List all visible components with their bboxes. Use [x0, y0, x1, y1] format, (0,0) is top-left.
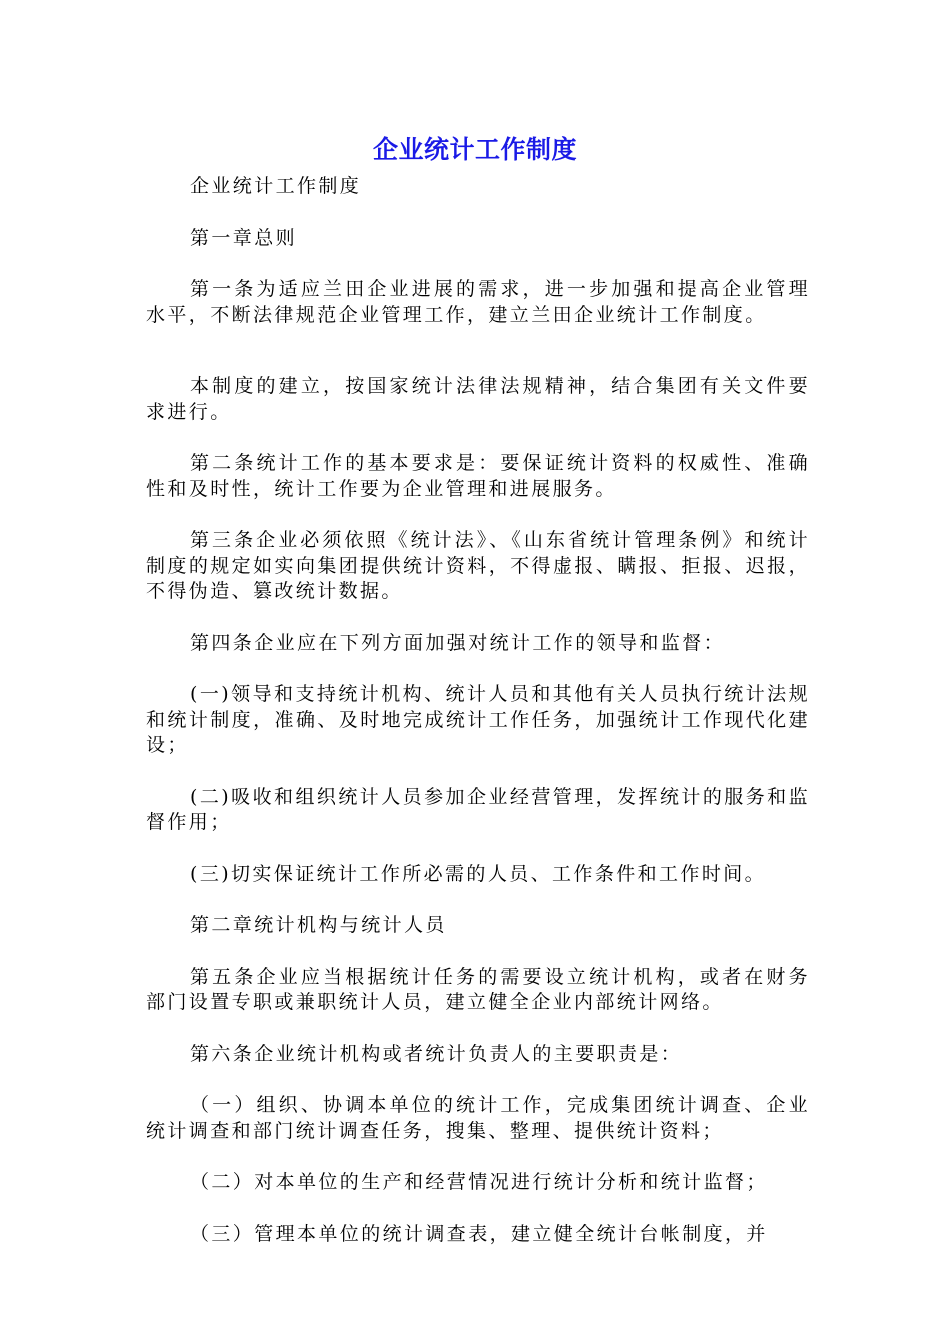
- article-2: 第二条统计工作的基本要求是：要保证统计资料的权威性、准确性和及时性，统计工作要为企业管理和进展服务。: [146, 452, 810, 500]
- chapter-1-heading: 第一章总则: [190, 226, 298, 249]
- document-body: [146, 174, 810, 1247]
- article-6-item-3: （三）管理本单位的统计调查表，建立健全统计台帐制度，并: [190, 1222, 768, 1245]
- paragraph-basis: 本制度的建立，按国家统计法律法规精神，结合集团有关文件要求进行。: [146, 375, 810, 423]
- article-3: 第三条企业必须依照《统计法》、《山东省统计管理条例》和统计制度的规定如实向集团提供统计资料，不得虚报、瞒报、拒报、迟报，不得伪造、篡改统计数据。: [146, 529, 810, 602]
- article-4-item-2: (二)吸收和组织统计人员参加企业经营管理，发挥统计的服务和监督作用；: [146, 785, 810, 833]
- article-6-item-1: （一）组织、协调本单位的统计工作，完成集团统计调查、企业统计调查和部门统计调查任务，搜集、整理、提供统计资料；: [146, 1094, 810, 1142]
- article-6-item-2: （二）对本单位的生产和经营情况进行统计分析和统计监督；: [190, 1171, 768, 1193]
- article-4: 第四条企业应在下列方面加强对统计工作的领导和监督：: [190, 631, 726, 654]
- article-5: 第五条企业应当根据统计任务的需要设立统计机构，或者在财务部门设置专职或兼职统计人员，建立健全企业内部统计网络。: [146, 965, 810, 1013]
- paragraph-subtitle: 企业统计工作制度: [190, 175, 362, 197]
- article-1: 第一条为适应兰田企业进展的需求，进一步加强和提高企业管理水平，不断法律规范企业管理工作，建立兰田企业统计工作制度。: [146, 278, 810, 326]
- article-4-item-1: (一)领导和支持统计机构、统计人员和其他有关人员执行统计法规和统计制度，准确、及时地完成统计工作任务，加强统计工作现代化建设；: [146, 683, 810, 756]
- document-title: 企业统计工作制度: [372, 135, 577, 164]
- article-6: 第六条企业统计机构或者统计负责人的主要职责是：: [190, 1042, 683, 1065]
- article-4-item-3: (三)切实保证统计工作所必需的人员、工作条件和工作时间。: [190, 862, 767, 885]
- chapter-2-heading: 第二章统计机构与统计人员: [190, 914, 447, 936]
